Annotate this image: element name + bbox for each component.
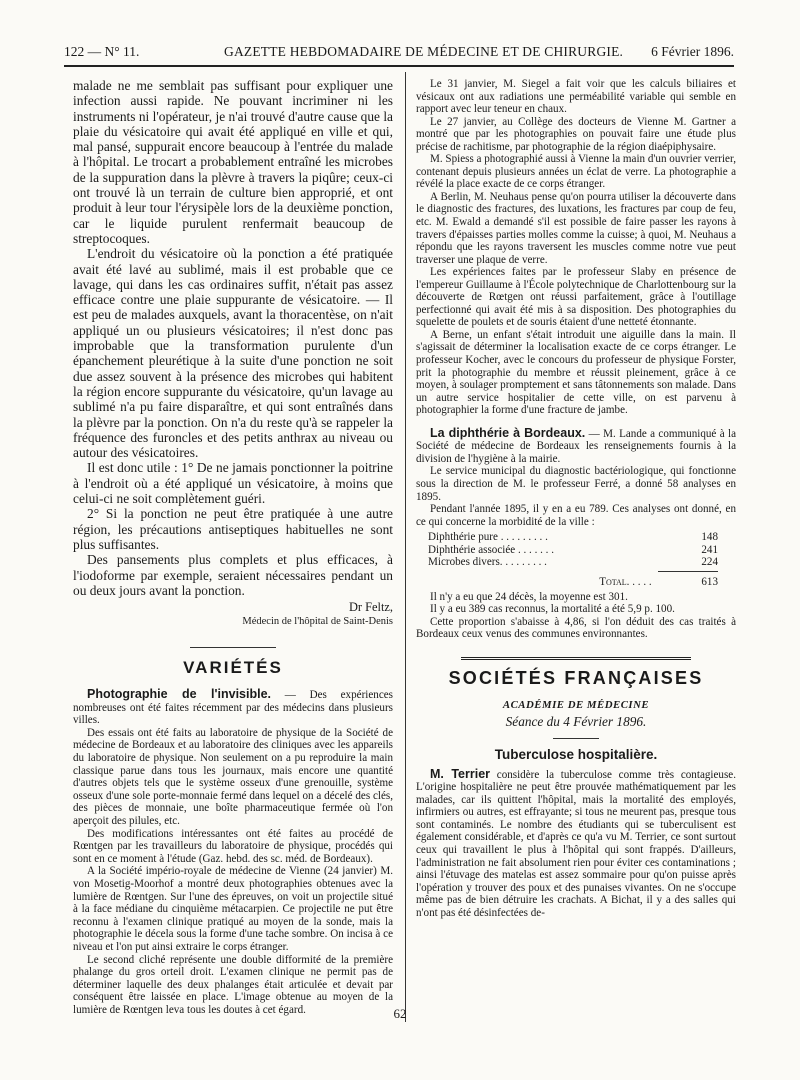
- session-date: Séance du 4 Février 1896.: [505, 713, 647, 729]
- paragraph: M. Spiess a photographié aussi à Vienne la main d'un ouvrier verrier, contenant depuis plusieurs années un éclat de verre. La photographie a révélé la place exacte de ce corps étranger.: [416, 153, 736, 191]
- paragraph: A Berne, un enfant s'était introduit une aiguille dans la main. Il s'agissait de déterminer la localisation exacte de ce corps étranger. Le professeur Kocher, avec le concours du professeur de physique Forster, prit la photographie du membre et réussit pleinement, grâce à ce moyen, à soulager promptement et sans tâtonnements son malade. Dans un autre service hospitalier de cette ville, on est parvenu à photographier la forme d'une fracture de jambe.: [416, 328, 736, 417]
- paragraph: Il n'y a eu que 24 décès, la moyenne est 301.: [430, 590, 628, 603]
- stat-value: 241: [701, 543, 718, 556]
- author-signature: Dr Feltz,: [348, 600, 393, 615]
- right-column: [416, 78, 736, 919]
- stat-value: 224: [701, 556, 718, 569]
- stat-row: [428, 556, 718, 569]
- article-intro: [73, 688, 393, 727]
- article-intro-text: — Des expériences nombreuses ont été faites récemment par des médecins dans plusieurs villes.: [73, 689, 393, 727]
- paragraph: Pendant l'année 1895, il y en a eu 789. Ces analyses ont donné, en ce qui concerne la morbidité de la ville :: [416, 503, 736, 528]
- section-rule: [461, 657, 691, 660]
- page-label: 122 — N° 11.: [64, 44, 140, 59]
- author-role: Médecin de l'hôpital de Saint-Denis: [242, 616, 393, 628]
- speaker-name: M. Terrier: [430, 766, 491, 781]
- section-rule: [190, 647, 276, 648]
- page-number: 62: [393, 1006, 407, 1021]
- total-label: Total. . . . .: [599, 575, 652, 588]
- article-intro-text: — M. Lande a communiqué à la Société de médecine de Bordeaux les renseignements fournis à la division de l'hygiène à la mairie.: [416, 427, 736, 465]
- topic-heading: Tuberculose hospitalière.: [494, 746, 658, 762]
- journal-title: GAZETTE HEBDOMADAIRE DE MÉDECINE ET DE CHIRURGIE.: [224, 44, 624, 59]
- running-header: [64, 41, 734, 67]
- section-title-varietes: VARIÉTÉS: [183, 658, 283, 678]
- stat-row: [428, 531, 718, 544]
- paragraph: Des essais ont été faits au laboratoire de physique de la Société de médecine de Bordeaux et au laboratoire des cliniques avec les appareils du laboratoire de physique. Non seulement on a pu reproduire la main classique parue dans tous les journaux, mais encore une quantité d'autres objets tels que le système osseux d'une grenouille, système osseux d'une sole porte-monnaie fermé dans lequel on a décelé des clés, des pièces de monnaie, une boîte pharmaceutique fermée où l'on aperçoit des pilules, etc.: [73, 726, 393, 828]
- paragraph: L'endroit du vésicatoire où la ponction a été pratiquée avait été lavé au sublimé, mais il est probable que ce lavage, qui dans les cas ordinaires suffit, n'était pas assez efficace contre une plaie suppurante de vésicatoire. — Il est peu de malades auxquels, avant la thoracentèse, on n'ait appliqué un ou plusieurs vésicatoires; il n'est donc pas improbable que la transformation purulente d'un épanchement pleurétique à la suite d'une ponction ne soit due assez souvent à la présence des microbes qui habitent la région encore suppurante du vésicatoire, qu'un lavage au sublimé n'a pu faire disparaître, et qui sont entraînés dans la plèvre par la ponction. On n'a du reste qu'à se rappeler la fréquence des furoncles et des petits anthrax au niveau ou autour des vésicatoires.: [73, 246, 393, 461]
- article-heading: Photographie de l'invisible.: [87, 687, 271, 702]
- stat-label: Microbes divers. . . . . . . . .: [428, 556, 547, 569]
- paragraph: Le second cliché représente une double difformité de la première phalange du gros orteil droit. L'examen clinique ne permit pas de déterminer laquelle des deux phalanges était articulée et devait par conséquent être laissée en place. L'image obtenue au moyen de la lumière de Rœntgen leva tous les doutes à cet égard.: [73, 953, 393, 1016]
- paragraph: A Berlin, M. Neuhaus pense qu'on pourra utiliser la découverte dans le diagnostic des fractures, des luxations, les fractures par coup de feu, etc. M. Ewald a demandé s'il est possible de faire passer les rayons à travers d'épaisses parties molles comme la cuisse; à quoi, M. Neuhaus a répondu que les rayons traversent les muscles comme notre vue peut traverser une plaque de verre.: [416, 190, 736, 266]
- paragraph: Le 27 janvier, au Collège des docteurs de Vienne M. Gartner a montré que par les photographies on pouvait faire une étude plus précise de rachitisme, par photographie de la région diaépiphysaire.: [416, 115, 736, 153]
- issue-date: 6 Février 1896.: [651, 44, 734, 59]
- academy-name: ACADÉMIE DE MÉDECINE: [502, 698, 650, 711]
- small-rule: [553, 738, 599, 739]
- paragraph: A la Société império-royale de médecine de Vienne (24 janvier) M. von Mosetig-Moorhof a montré deux photographies obtenues avec la lumière de Rœntgen. Sur l'une des épreuves, on voit un projectile situé à la face médiane du cinquième métacarpien. Ce projectile ne put être reconnu à l'examen clinique pratiqué au moyen de la sonde, mais la photographie le décela sous la forme d'une tache sombre. On incisa à ce niveau et l'on put ainsi extraire le corps étranger.: [73, 865, 393, 953]
- article-heading: La diphthérie à Bordeaux.: [430, 425, 586, 440]
- stat-label: Diphthérie pure . . . . . . . . .: [428, 531, 548, 544]
- paragraph: Le 31 janvier, M. Siegel a fait voir que les calculs biliaires et vésicaux ont aux radiations une perméabilité variable qui semble en rapport avec leur teneur en chaux.: [416, 78, 736, 116]
- paragraph: malade ne me semblait pas suffisant pour expliquer une infection aussi rapide. Ne pouvant incriminer ni les instruments ni l'opérateur, je n'ai trouvé d'autre cause que la plaie du vésicatoire qui avait été appliqué en ville et qui, mal pansé, suppurait encore beaucoup à l'entrée du malade à l'hôpital. Le trocart a probablement entraîné les microbes de la suppuration dans la plèvre à travers la piqûre; ceux-ci ont trouvé là un terrain de culture bien approprié, et ont produit à leur tour l'érysipèle lors de la deuxième ponction, car le liquide purulent renfermait beaucoup de streptocoques.: [73, 78, 393, 246]
- paragraph: Le service municipal du diagnostic bactériologique, qui fonctionne sous la direction de M. le professeur Ferré, a donné 58 analyses en 1895.: [416, 465, 736, 503]
- stat-row: [428, 544, 718, 557]
- terrier-paragraph: [416, 768, 736, 920]
- left-column: [73, 78, 393, 1017]
- paragraph: Des pansements plus complets et plus efficaces, à l'iodoforme par exemple, seraient nécessaires pendant un ou deux jours avant la ponction.: [73, 552, 393, 598]
- paragraph: Les expériences faites par le professeur Slaby en présence de l'empereur Guillaume à l'École polytechnique de Charlottenbourg sur la découverte de Rœtgen ont réussi parfaitement, grâce à l'outillage perfectionné qui avait été mis à sa disposition. Des photographies du squelette de poulets et de souris étaient d'une netteté étonnante.: [416, 266, 736, 329]
- paragraph: 2° Si la ponction ne peut être pratiquée à une autre région, les précautions antiseptiques habituelles ne sont plus suffisantes.: [73, 506, 393, 552]
- total-value: 613: [701, 575, 718, 588]
- article-intro: [416, 427, 736, 466]
- paragraph: Il y a eu 389 cas reconnus, la mortalité a été 5,9 p. 100.: [430, 603, 675, 616]
- section-title-societes: SOCIÉTÉS FRANÇAISES: [448, 667, 704, 688]
- paragraph: Cette proportion s'abaisse à 4,86, si l'on déduit des cas traités à Bordeaux ceux venus des communes environnantes.: [416, 615, 736, 641]
- stat-label: Diphthérie associée . . . . . . .: [428, 543, 555, 556]
- paragraph: Il est donc utile : 1° De ne jamais ponctionner la poitrine à l'endroit où a été appliqué un vésicatoire, à moins que celui-ci ne soit complètement guéri.: [73, 460, 393, 507]
- paragraph-text: considère la tuberculose comme très contagieuse. L'origine hospitalière ne peut être prouvée mathématiquement par les malades, car ils quittent l'hôpital, mais la mortalité des employés, infirmiers ou autres, est effrayante; si tous ne meurent pas, presque tous sont contaminés. Le nombre des étudiants qui se tuberculisent est également considérable, et d'après ce qu'a vu M. Terrier, ce sont surtout ceux qui travaillent le plus à l'hôpital qui sont frappés. D'ailleurs, l'administration ne fait absolument rien pour éviter ces contaminations ; ainsi l'étuvage des matelas est assez sommaire pour qu'on puisse après l'opération y trouver des poux et des punaises vivantes. On ne s'occupe même pas de bien détruire les crachats. A Bichat, il y a des salles qui n'ont pas été désinfectées de-: [416, 768, 736, 919]
- stat-value: 148: [701, 531, 718, 544]
- stat-total-row: [428, 576, 718, 589]
- total-rule: [658, 571, 718, 572]
- column-divider: [405, 72, 406, 1022]
- paragraph: Des modifications intéressantes ont été faites au procédé de Rœntgen par les travailleurs du laboratoire de physique, procédés qui sont en ce moment à l'étude (Gaz. hebd. des sc. méd. de Bordeaux).: [73, 827, 393, 865]
- statistics-table: [428, 531, 736, 588]
